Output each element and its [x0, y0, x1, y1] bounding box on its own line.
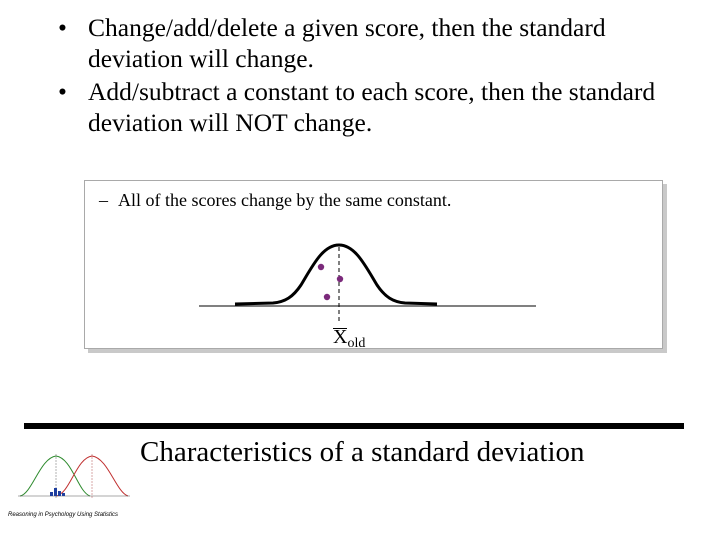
logo-histogram-bar: [50, 492, 53, 496]
bullet-list: [58, 12, 698, 140]
mean-label: [333, 326, 365, 349]
bullet-marker: •: [58, 77, 67, 106]
bullet-text: Add/subtract a constant to each score, then the standard deviation will NOT change.: [88, 77, 656, 137]
score-point: [324, 294, 330, 300]
mean-symbol: X: [333, 326, 348, 348]
score-point: [318, 264, 324, 270]
logo-histogram-bar: [54, 488, 57, 496]
slide-title: Characteristics of a standard deviation: [140, 436, 585, 468]
sub-bullet-marker: –: [99, 190, 108, 210]
sub-bullet-text: All of the scores change by the same constant.: [118, 190, 452, 210]
score-point: [337, 276, 343, 282]
logo-caption: Reasoning in Psychology Using Statistics: [8, 512, 119, 518]
footer-rule: [24, 423, 684, 429]
mean-subscript: old: [347, 336, 366, 351]
bullet-marker: •: [58, 13, 67, 42]
distribution-figure: [84, 180, 663, 349]
normal-curve: [235, 245, 437, 304]
logo-histogram-bar: [58, 491, 61, 496]
normal-curve-diagram: [85, 181, 662, 348]
logo-histogram-bar: [62, 493, 65, 496]
bullet-text: Change/add/delete a given score, then the standard deviation will change.: [88, 13, 606, 73]
bullet-item: [58, 76, 698, 138]
bullet-item: [58, 12, 698, 74]
